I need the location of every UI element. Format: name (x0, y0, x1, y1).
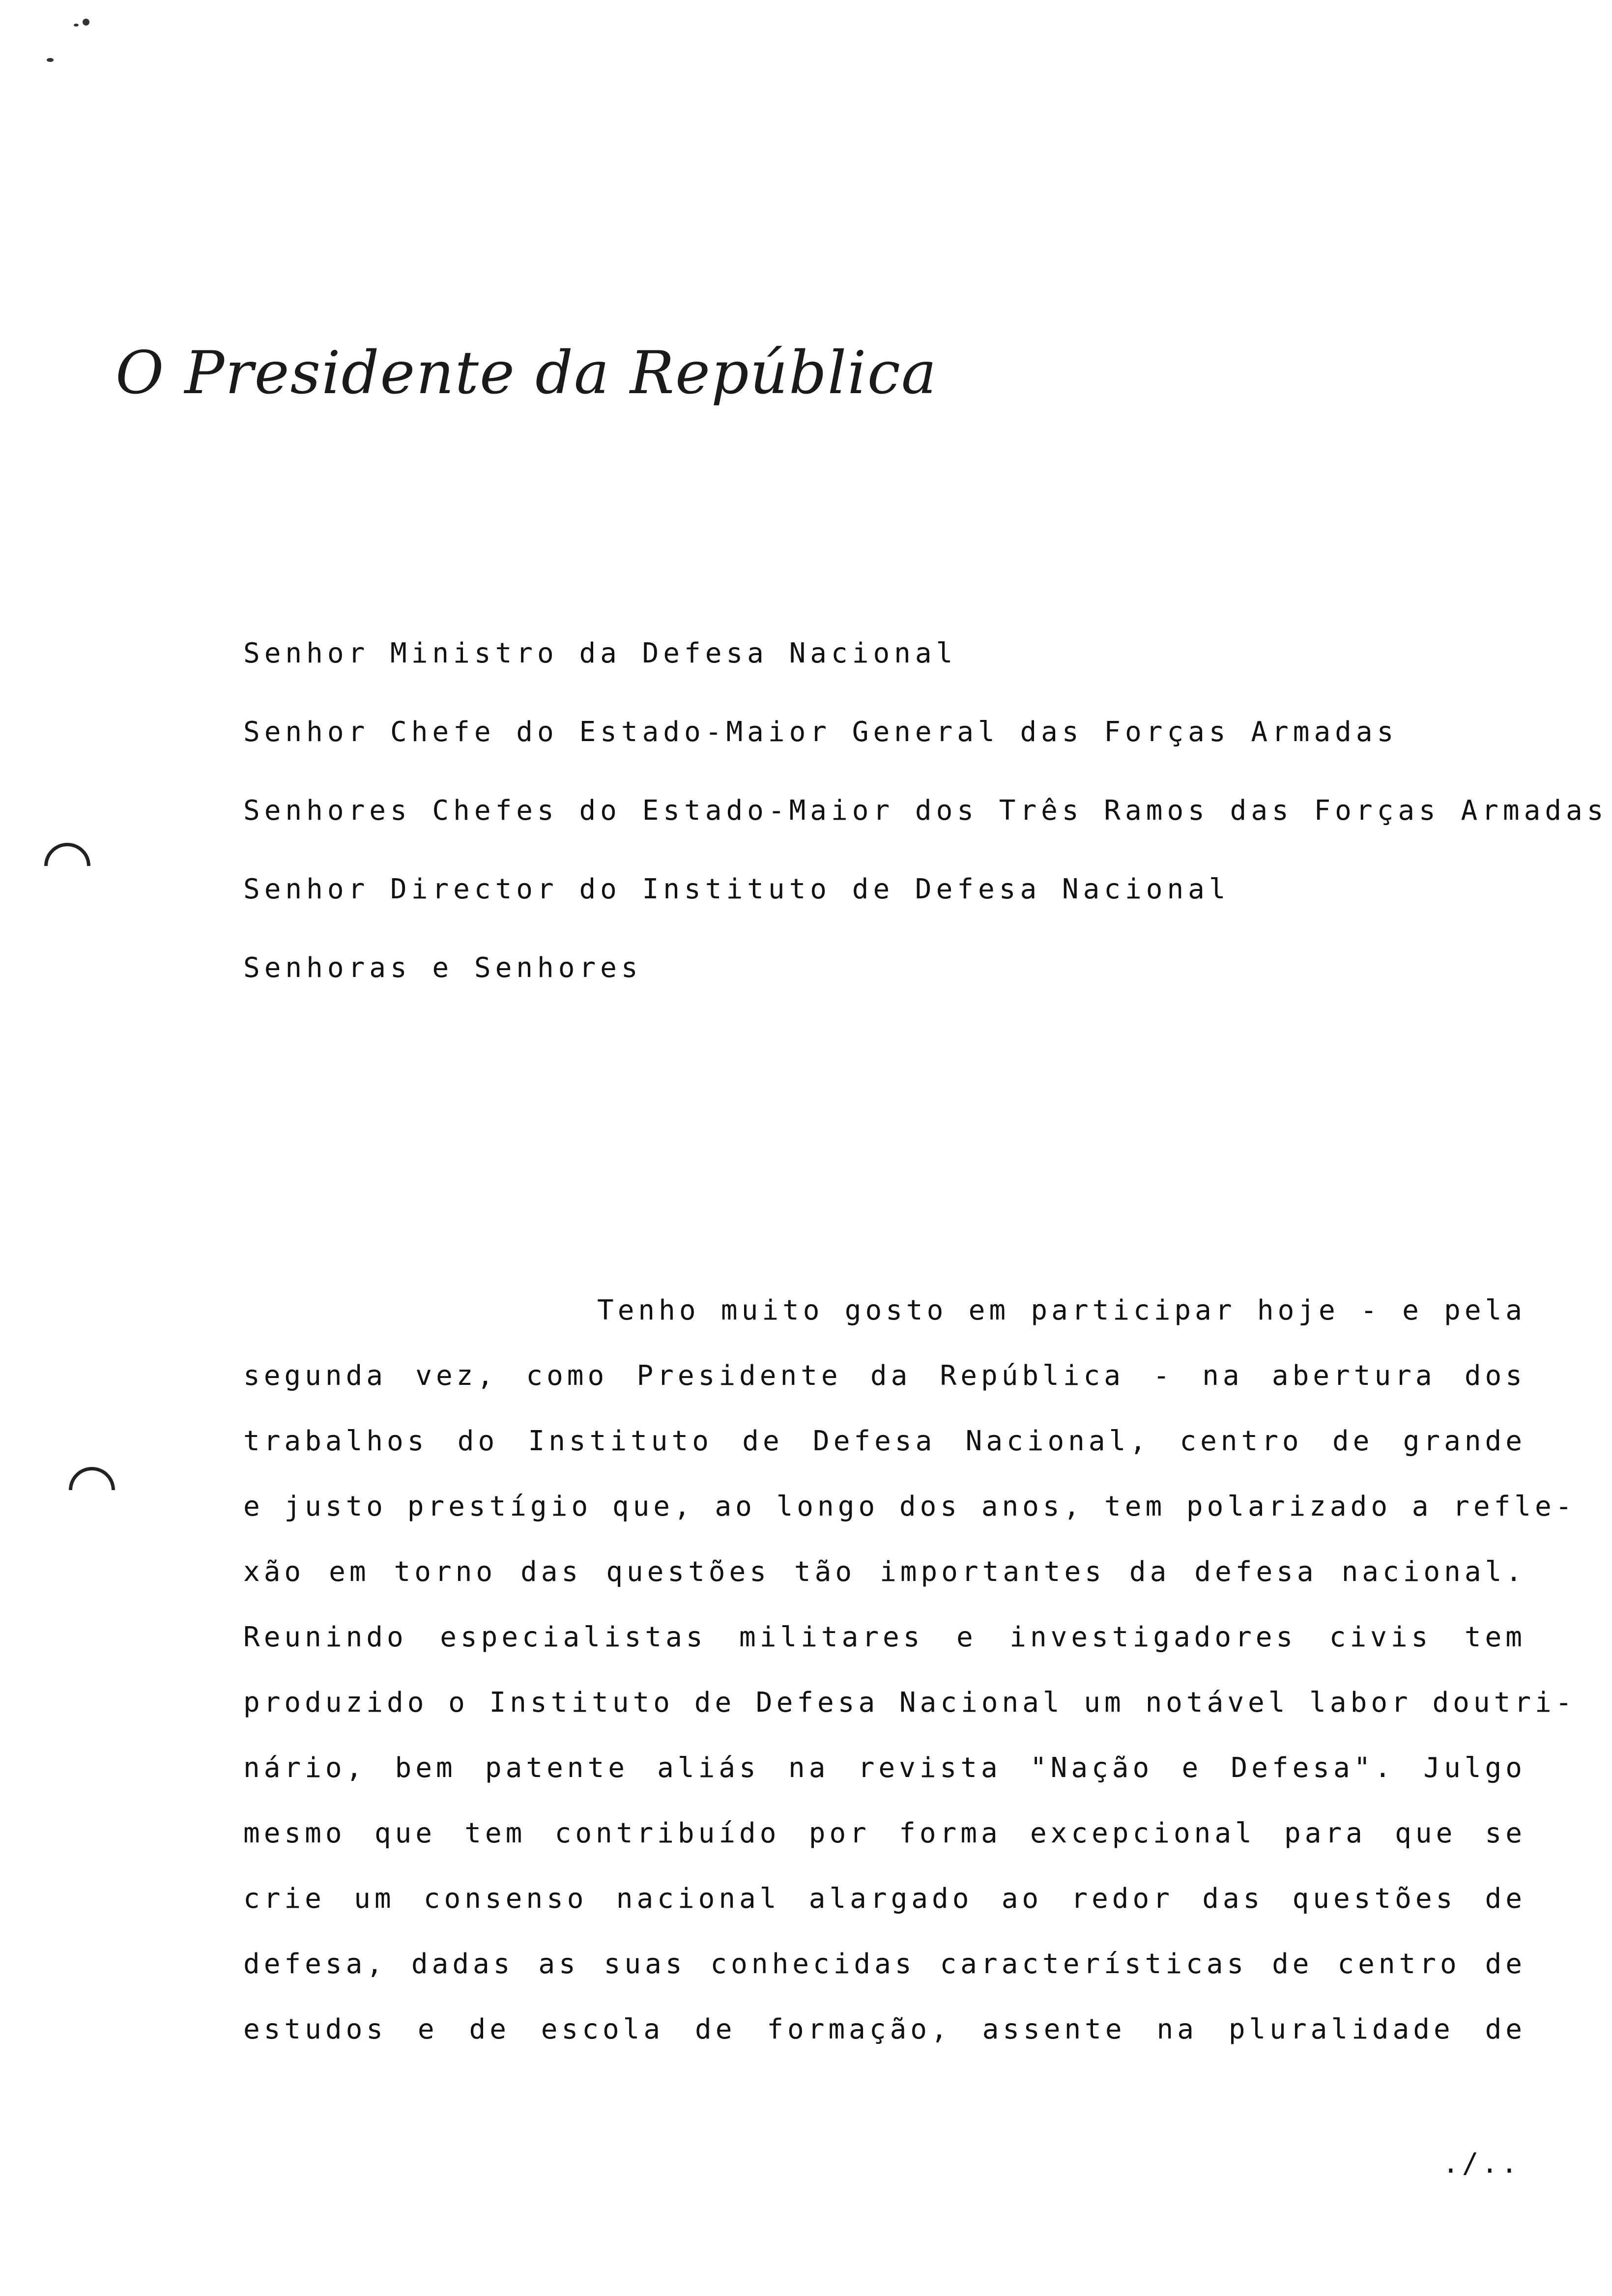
body-line: estudos e de escola de formação, assente na pluralidade de (243, 2013, 1526, 2045)
body-line: produzido o Instituto de Defesa Nacional um notável labor doutri- (243, 1687, 1576, 1719)
body-line: xão em torno das questões tão importantes da defesa nacional. (243, 1556, 1526, 1588)
body-paragraph (243, 1278, 1576, 2062)
scan-speck (47, 58, 54, 62)
salutation-line: Senhores Chefes do Estado-Maior dos Três Ramos das Forças Armadas (243, 795, 1608, 827)
salutation-line: Senhor Chefe do Estado-Maior General das Forças Armadas (243, 716, 1398, 748)
body-line: Reunindo especialistas militares e investigadores civis tem (243, 1621, 1526, 1653)
scan-speck (83, 19, 89, 26)
scan-speck (74, 24, 79, 27)
salutation-line: Senhor Ministro da Defesa Nacional (243, 637, 957, 669)
salutation-line: Senhor Director do Instituto de Defesa Nacional (243, 873, 1230, 905)
letterhead-title: O Presidente da República (115, 339, 938, 407)
body-line: segunda vez, como Presidente da República - na abertura dos (243, 1360, 1526, 1392)
body-line: trabalhos do Instituto de Defesa Nacional, centro de grande (243, 1425, 1526, 1457)
punch-hole-mark (59, 1458, 125, 1523)
body-line: Tenho muito gosto em participar hoje - e pela (597, 1294, 1526, 1326)
body-line: crie um consenso nacional alargado ao redor das questões de (243, 1883, 1526, 1915)
punch-hole-mark (35, 833, 100, 899)
salutation-block (243, 634, 1608, 1027)
continuation-mark: ./.. (1442, 2148, 1521, 2180)
body-line: mesmo que tem contribuído por forma excepcional para que se (243, 1817, 1526, 1849)
body-line: defesa, dadas as suas conhecidas características de centro de (243, 1948, 1526, 1980)
body-line: nário, bem patente aliás na revista "Nação e Defesa". Julgo (243, 1752, 1526, 1784)
body-line: e justo prestígio que, ao longo dos anos, tem polarizado a refle- (243, 1491, 1576, 1522)
salutation-line: Senhoras e Senhores (243, 952, 642, 984)
